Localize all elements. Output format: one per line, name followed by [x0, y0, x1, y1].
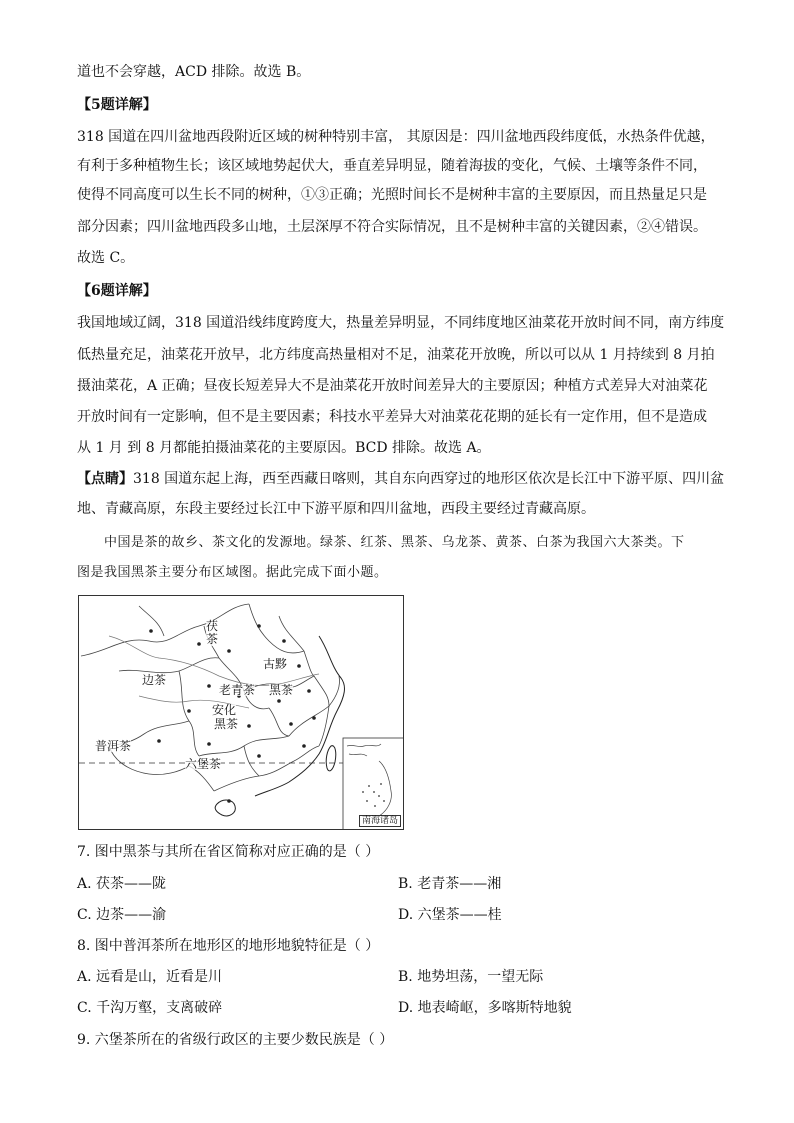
q8-option-c: C. 千沟万壑，支离破碎	[77, 1000, 223, 1016]
label-laoqing-tea: 老青茶	[219, 683, 256, 697]
section-heading-5: 【5题详解】	[77, 97, 157, 113]
text-line: 从 1 月 到 8 月都能拍摄油菜花的主要原因。BCD 排除。故选 A。	[77, 440, 491, 456]
question-7: 7. 图中黑茶与其所在省区简称对应正确的是（ ）	[77, 844, 380, 860]
q7-option-c: C. 边茶——渝	[77, 907, 167, 923]
label-bian-tea: 边茶	[142, 673, 167, 687]
label-anhua-hei-tea: 黑茶	[214, 717, 239, 731]
text-line: 图是我国黑茶主要分布区域图。据此完成下面小题。	[77, 565, 388, 580]
text-line: 摄油菜花，A 正确；昼夜长短差异大不是油菜花开放时间差异大的主要原因；种植方式差异大对油菜花	[77, 378, 708, 394]
dark-tea-distribution-map	[78, 595, 404, 830]
text-line: 开放时间有一定影响，但不是主要因素；科技水平差异大对油菜花花期的延长有一定作用，但不是造成	[77, 409, 707, 425]
text-line: 使得不同高度可以生长不同的树种，①③正确；光照时间长不是树种丰富的主要原因，而且热量足只是	[77, 187, 707, 203]
label-fu-tea: 茯茶	[206, 619, 219, 646]
question-8: 8. 图中普洱茶所在地形区的地形地貌特征是（ ）	[77, 938, 380, 954]
label-puer-tea: 普洱茶	[95, 739, 132, 753]
q7-option-b: B. 老青茶——湘	[398, 876, 502, 892]
label-guyi: 古黟	[263, 657, 288, 671]
q7-option-a: A. 茯茶——陇	[77, 876, 167, 892]
q8-option-d: D. 地表崎岖，多喀斯特地貌	[398, 1000, 572, 1016]
text-line: 318 国道在四川盆地西段附近区域的树种特别丰富， 其原因是：四川盆地西段纬度低，水热条件优越，	[77, 129, 715, 145]
label-hei-tea: 黑茶	[269, 683, 294, 697]
label-liubao-tea: 六堡茶	[185, 757, 222, 771]
label-anhua: 安化	[212, 703, 237, 717]
text-line: 部分因素；四川盆地西段多山地，土层深厚不符合实际情况，且不是树种丰富的关键因素，②④错误。	[77, 219, 707, 235]
text-line: 地、青藏高原，东段主要经过长江中下游平原和四川盆地，西段主要经过青藏高原。	[77, 501, 595, 517]
section-heading-6: 【6题详解】	[77, 283, 157, 299]
text-line: 中国是茶的故乡、茶文化的发源地。绿茶、红茶、黑茶、乌龙茶、黄茶、白茶为我国六大茶类。下	[104, 535, 685, 550]
question-9: 9. 六堡茶所在的省级行政区的主要少数民族是（ ）	[77, 1032, 394, 1048]
text-line: 故选 C。	[77, 250, 135, 266]
dianjing-tag: 【点睛】	[77, 471, 133, 487]
inset-caption: 南海诸岛	[359, 815, 401, 827]
text-line: 我国地域辽阔，318 国道沿线纬度跨度大，热量差异明显，不同纬度地区油菜花开放时间不同，南方纬度	[77, 315, 725, 331]
q8-option-a: A. 远看是山，近看是川	[77, 969, 223, 985]
map-drawing	[79, 596, 404, 830]
q7-option-d: D. 六堡茶——桂	[398, 907, 502, 923]
text-line: 【点睛】318 国道东起上海，西至西藏日喀则，其自东向西穿过的地形区依次是长江中下游平原、四川盆	[77, 471, 725, 487]
text-line: 道也不会穿越，ACD 排除。故选 B。	[77, 64, 311, 80]
q8-option-b: B. 地势坦荡，一望无际	[398, 969, 544, 985]
text-line: 低热量充足，油菜花开放早，北方纬度高热量相对不足，油菜花开放晚，所以可以从 1 月持续到 8 月拍	[77, 347, 715, 363]
text-line: 有利于多种植物生长；该区域地势起伏大，垂直差异明显，随着海拔的变化，气候、土壤等条件不同，	[77, 158, 707, 174]
